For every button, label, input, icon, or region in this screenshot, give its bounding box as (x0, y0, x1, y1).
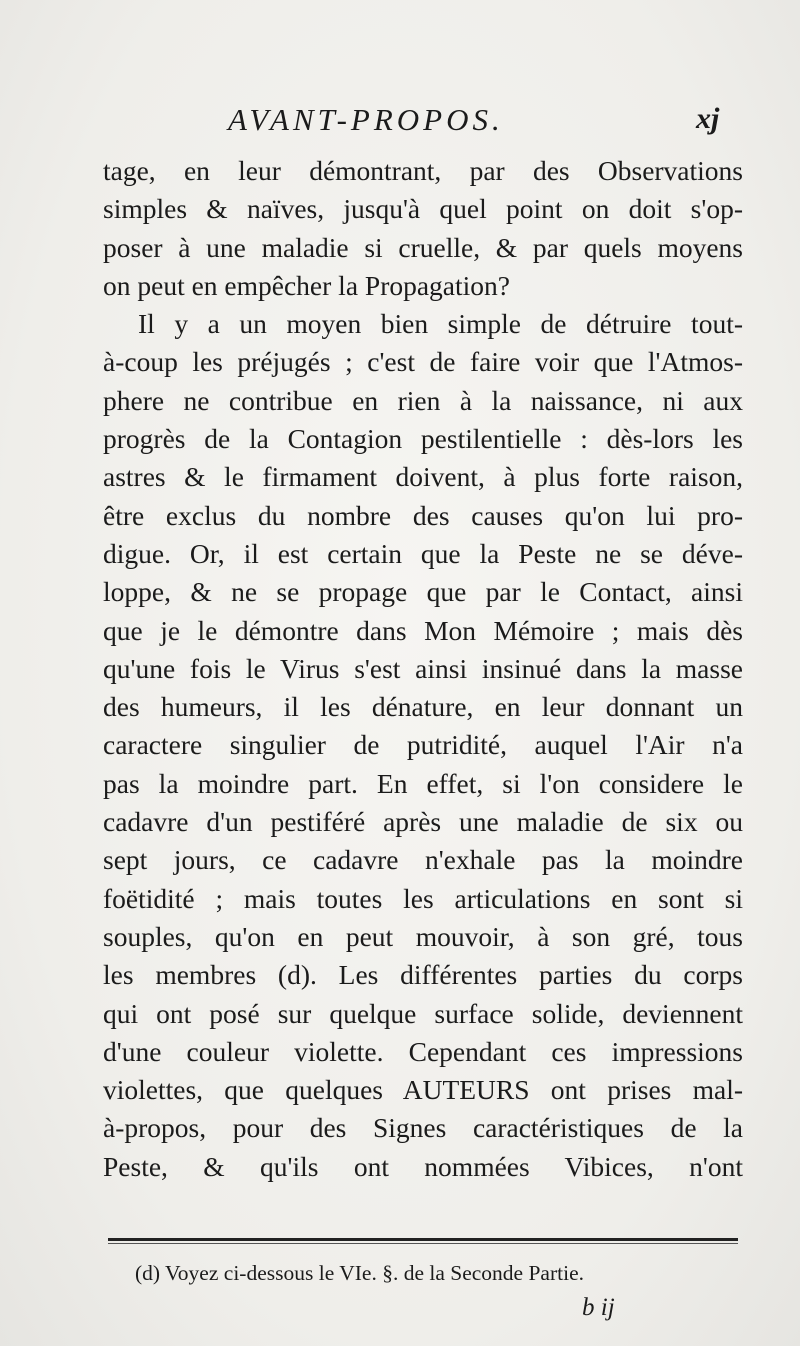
text-line: qui ont posé sur quelque surface solide, deviennent (103, 997, 743, 1029)
text-line: digue. Or, il est certain que la Peste ne se déve- (103, 537, 743, 569)
text-line: astres & le firmament doivent, à plus forte raison, (103, 461, 743, 493)
text-line: à-coup les préjugés ; c'est de faire voir que l'Atmos- (103, 346, 743, 378)
text-line: loppe, & ne se propage que par le Contact, ainsi (103, 576, 743, 608)
text-line: d'une couleur violette. Cependant ces impressions (103, 1035, 743, 1067)
text-line: caractere singulier de putridité, auquel l'Air n'a (103, 729, 743, 761)
text-line: Peste, & qu'ils ont nommées Vibices, n'ont (103, 1150, 743, 1182)
text-line: simples & naïves, jusqu'à quel point on doit s'op- (103, 193, 743, 225)
text-line: sept jours, ce cadavre n'exhale pas la moindre (103, 844, 743, 876)
text-line: à-propos, pour des Signes caractéristiques de la (103, 1112, 743, 1144)
body-text (103, 152, 743, 1186)
text-line: pas la moindre part. En effet, si l'on considere le (103, 767, 743, 799)
text-line: les membres (d). Les différentes parties du corps (103, 959, 743, 991)
text-line: des humeurs, il les dénature, en leur donnant un (103, 691, 743, 723)
text-line: on peut en empêcher la Propagation? (103, 269, 510, 301)
text-line: que je le démontre dans Mon Mémoire ; mais dès (103, 614, 743, 646)
text-line: souples, qu'on en peut mouvoir, à son gré, tous (103, 920, 743, 952)
text-line: poser à une maladie si cruelle, & par quels moyens (103, 231, 743, 263)
page-number: xj (696, 102, 720, 135)
text-line: progrès de la Contagion pestilentielle : dès-lors les (103, 423, 743, 455)
text-line: cadavre d'un pestiféré après une maladie de six ou (103, 806, 743, 838)
text-line: violettes, que quelques AUTEURS ont prises mal- (103, 1074, 743, 1106)
footnote-divider (108, 1238, 738, 1244)
text-line: tage, en leur démontrant, par des Observations (103, 155, 743, 186)
signature-mark: b ij (582, 1294, 615, 1321)
text-line: phere ne contribue en rien à la naissance, ni aux (103, 384, 743, 416)
text-line: qu'une fois le Virus s'est ainsi insinué dans la masse (103, 652, 743, 684)
text-line: foëtidité ; mais toutes les articulations en sont si (103, 882, 743, 914)
footnote: (d) Voyez ci-dessous le VIe. §. de la Seconde Partie. (135, 1261, 584, 1285)
page-header (0, 100, 800, 144)
text-line: être exclus du nombre des causes qu'on lui pro- (103, 499, 743, 531)
running-title: AVANT-PROPOS. (228, 102, 504, 137)
text-line: Il y a un moyen bien simple de détruire tout- (138, 308, 743, 340)
